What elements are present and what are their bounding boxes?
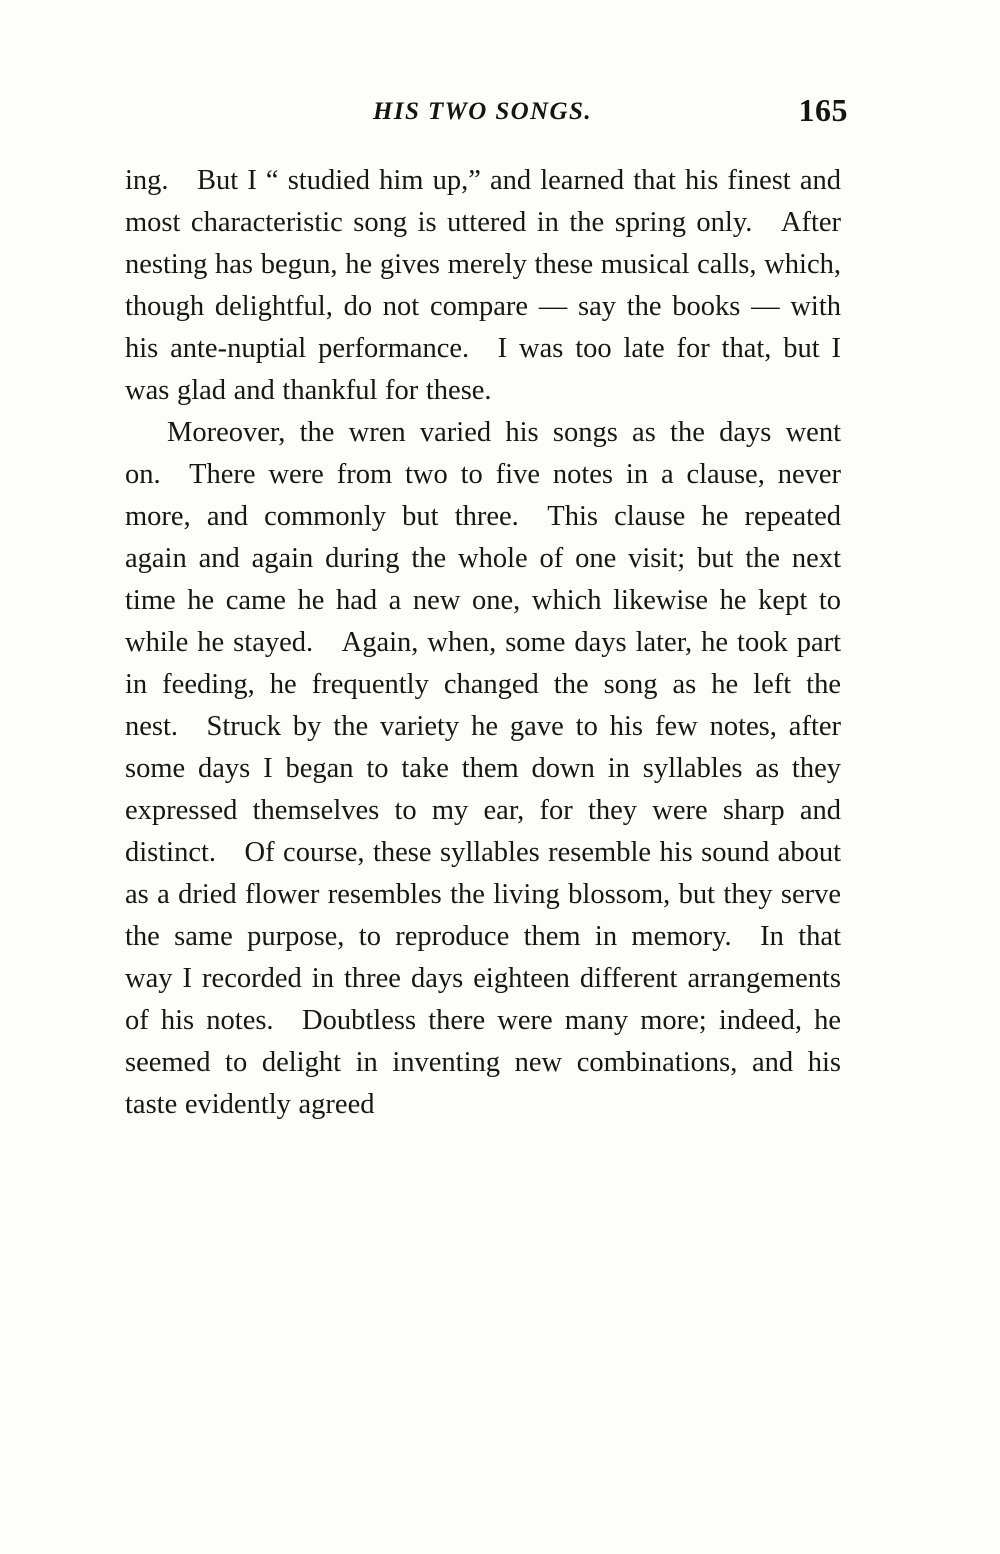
paragraph: ing. But I “ studied him up,” and learned that his finest and most characteristic song is uttered in the spring only. After nesting has begun, he gives merely these musical calls, which, though delightful, do not compare — say the books — with his ante-nuptial performance. I was too late for that, but I was glad and thankful for these. (125, 165, 841, 406)
paragraph: Moreover, the wren varied his songs as the days went on. There were from two to five notes in a clause, never more, and commonly but three. This clause he repeated again and again during the whole of one visit; but the next time he came he had a new one, which likewise he kept to while he stayed. Again, when, some days later, he took part in feeding, he frequently changed the song as he left the nest. Struck by the variety he gave to his few notes, after some days I began to take them down in syllables as they expressed themselves to my ear, for they were sharp and distinct. Of course, these syllables resemble his sound about as a dried flower resembles the living blossom, but they serve the same purpose, to reproduce them in memory. In that way I recorded in three days eighteen different arrangements of his notes. Doubtless there were many more; indeed, he seemed to delight in inventing new combinations, and his taste evidently agreed (125, 417, 841, 1120)
page-body (125, 160, 841, 1126)
page-header (125, 92, 848, 144)
running-head: HIS TWO SONGS. (373, 98, 592, 125)
page-number: 165 (798, 92, 848, 128)
